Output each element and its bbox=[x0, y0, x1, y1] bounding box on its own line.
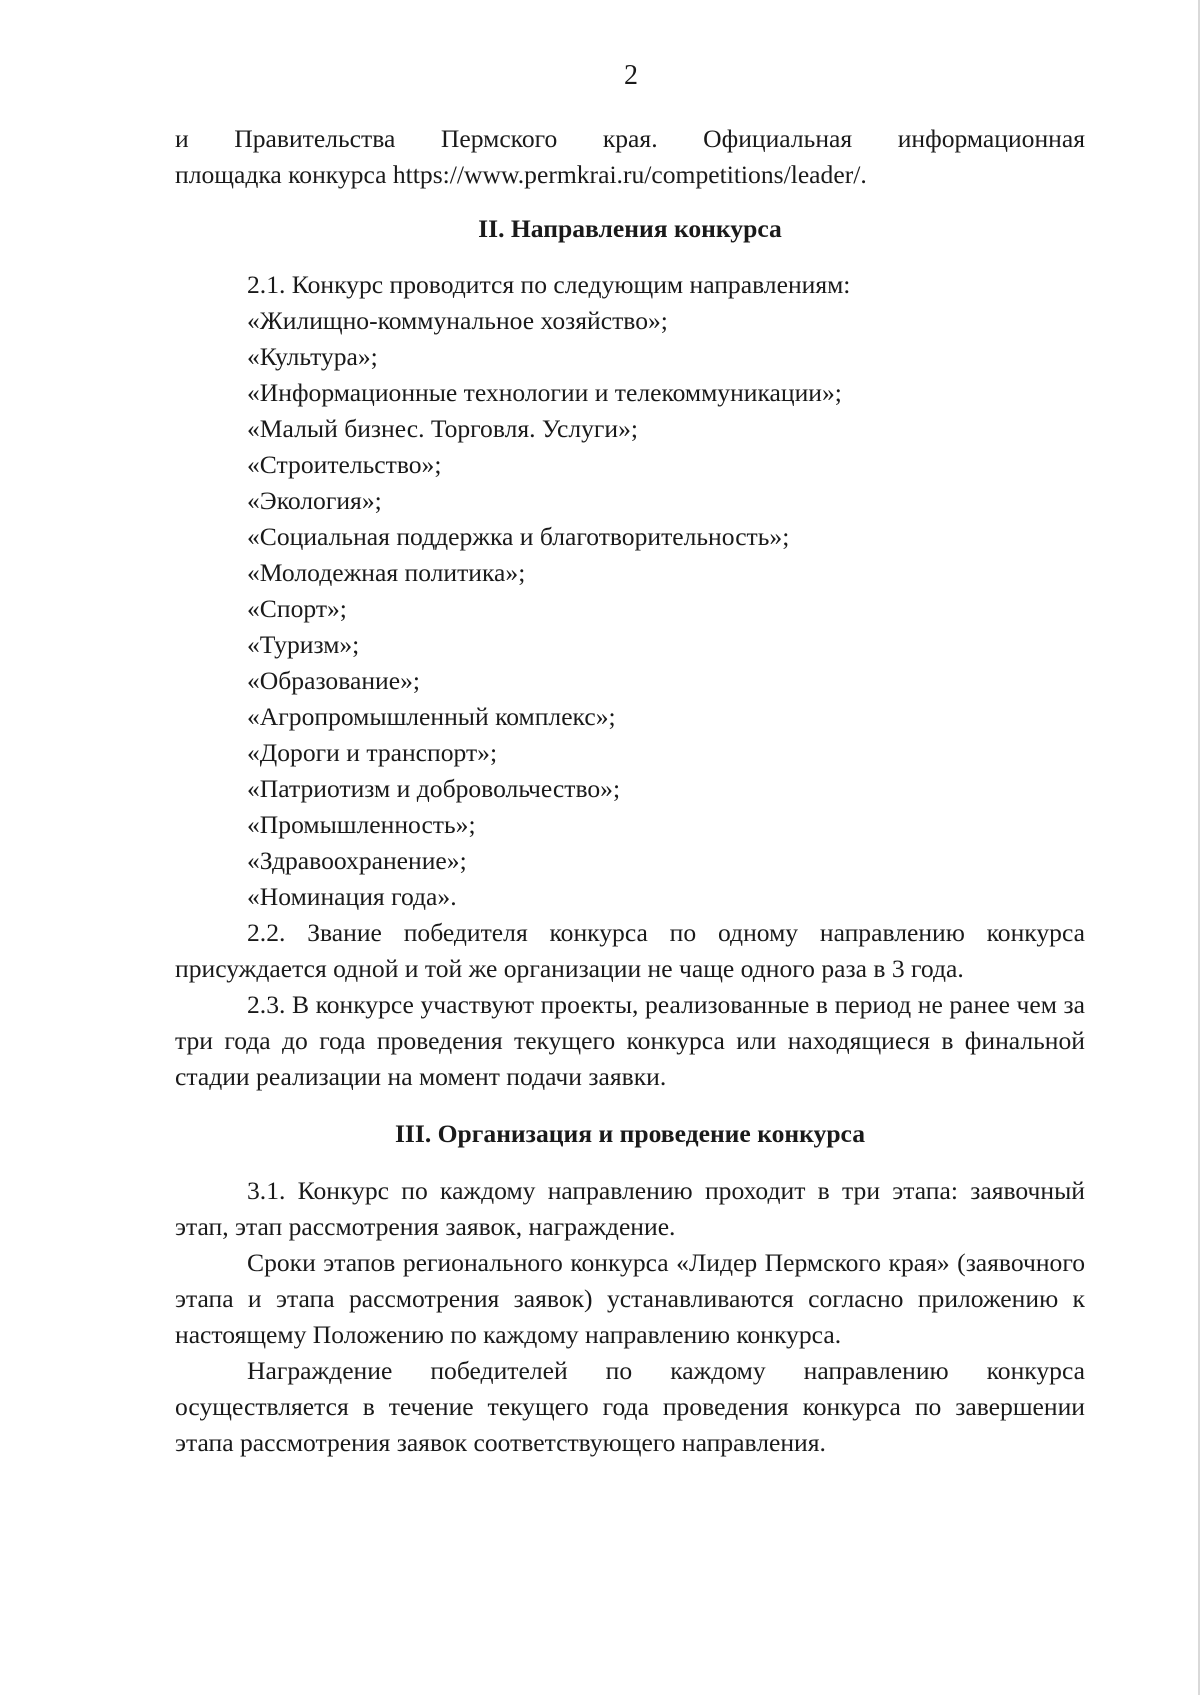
paragraph-award: Награждение победителей по каждому направлению конкурса осуществляется в течение текущего года проведения конкурса по завершении этапа рассмотрения заявок соответствующего направления. bbox=[175, 1356, 1085, 1457]
list-item: «Малый бизнес. Торговля. Услуги»; bbox=[247, 414, 639, 443]
directions-list bbox=[175, 303, 1085, 915]
list-item: «Экология»; bbox=[247, 486, 382, 515]
intro-line-1: и Правительства Пермского края. Официальная информационная bbox=[175, 124, 1085, 153]
paragraph-2-1: 2.1. Конкурс проводится по следующим направлениям: bbox=[247, 270, 851, 299]
page-number: 2 bbox=[624, 60, 638, 91]
list-item: «Молодежная политика»; bbox=[247, 558, 526, 587]
list-item: «Туризм»; bbox=[247, 630, 360, 659]
intro-line-2: площадка конкурса https://www.permkrai.ru/competitions/leader/. bbox=[175, 160, 867, 189]
list-item: «Промышленность»; bbox=[247, 810, 476, 839]
list-item: «Здравоохранение»; bbox=[247, 846, 467, 875]
list-item: «Жилищно-коммунальное хозяйство»; bbox=[247, 306, 668, 335]
list-item: «Патриотизм и добровольчество»; bbox=[247, 774, 621, 803]
section-3-heading: III. Организация и проведение конкурса bbox=[394, 1119, 866, 1148]
list-item: «Образование»; bbox=[247, 666, 420, 695]
list-item: «Номинация года». bbox=[247, 882, 457, 911]
list-item: «Агропромышленный комплекс»; bbox=[247, 702, 616, 731]
list-item: «Спорт»; bbox=[247, 594, 347, 623]
paragraph-2-3: 2.3. В конкурсе участвуют проекты, реализованные в период не ранее чем за три года до года проведения текущего конкурса или находящиеся в финальной стадии реализации на момент подачи заявки. bbox=[175, 990, 1085, 1091]
list-item: «Культура»; bbox=[247, 342, 378, 371]
paragraph-stage-terms: Сроки этапов регионального конкурса «Лидер Пермского края» (заявочного этапа и этапа рассмотрения заявок) устанавливаются согласно приложению к настоящему Положению по каждому направлению конкурса. bbox=[175, 1248, 1085, 1349]
paragraph-3-1: 3.1. Конкурс по каждому направлению проходит в три этапа: заявочный этап, этап рассмотрения заявок, награждение. bbox=[175, 1176, 1085, 1241]
list-item: «Информационные технологии и телекоммуникации»; bbox=[247, 378, 842, 407]
document-body bbox=[175, 121, 1085, 1461]
section-2-heading: II. Направления конкурса bbox=[478, 214, 782, 243]
paragraph-2-2: 2.2. Звание победителя конкурса по одному направлению конкурса присуждается одной и той же организации не чаще одного раза в 3 года. bbox=[175, 918, 1085, 983]
list-item: «Дороги и транспорт»; bbox=[247, 738, 498, 767]
list-item: «Социальная поддержка и благотворительность»; bbox=[247, 522, 790, 551]
list-item: «Строительство»; bbox=[247, 450, 442, 479]
